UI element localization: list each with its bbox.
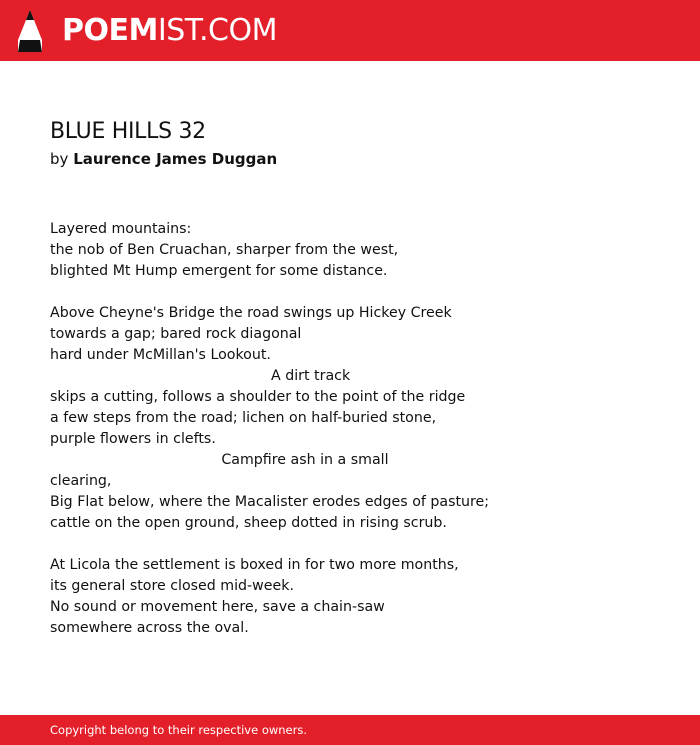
poem-line: purple flowers in clefts. xyxy=(50,431,216,447)
poem-line: cattle on the open ground, sheep dotted in rising scrub. xyxy=(50,515,447,531)
by-label: by xyxy=(50,150,69,168)
poem-line xyxy=(50,282,650,303)
author-name: Laurence James Duggan xyxy=(73,150,278,168)
pencil-tip-icon[interactable] xyxy=(18,10,42,52)
poem-line: No sound or movement here, save a chain-saw xyxy=(50,599,385,615)
poem-line: the nob of Ben Cruachan, sharper from the west, xyxy=(50,242,399,258)
poem-line: skips a cutting, follows a shoulder to the point of the ridge xyxy=(50,389,466,405)
logo-bold-text: POEM xyxy=(62,13,158,48)
poem-line: A dirt track xyxy=(50,368,351,384)
poem-line: blighted Mt Hump emergent for some distance. xyxy=(50,263,388,279)
poem-line: clearing, xyxy=(50,473,112,489)
logo-light-text: IST.COM xyxy=(157,13,277,48)
site-logo-link[interactable] xyxy=(62,13,277,49)
poem-line: Layered mountains: xyxy=(50,221,192,237)
poem-line: hard under McMillan's Lookout. xyxy=(50,347,271,363)
poem-line: Campfire ash in a small xyxy=(50,452,389,468)
poem-title: BLUE HILLS 32 xyxy=(50,119,206,144)
site-header xyxy=(0,0,700,61)
poem-line: Above Cheyne's Bridge the road swings up Hickey Creek xyxy=(50,305,452,321)
poem-line: towards a gap; bared rock diagonal xyxy=(50,326,302,342)
poem-line: its general store closed mid-week. xyxy=(50,578,294,594)
site-footer xyxy=(0,715,700,745)
poem-line: Big Flat below, where the Macalister erodes edges of pasture; xyxy=(50,494,490,510)
copyright-notice: Copyright belong to their respective owners. xyxy=(50,723,308,737)
poem-line: At Licola the settlement is boxed in for two more months, xyxy=(50,557,459,573)
poem-body xyxy=(50,219,650,639)
poem-line xyxy=(50,534,650,555)
poem-line: a few steps from the road; lichen on half-buried stone, xyxy=(50,410,437,426)
poem-line: somewhere across the oval. xyxy=(50,620,249,636)
poem-byline xyxy=(50,148,277,170)
